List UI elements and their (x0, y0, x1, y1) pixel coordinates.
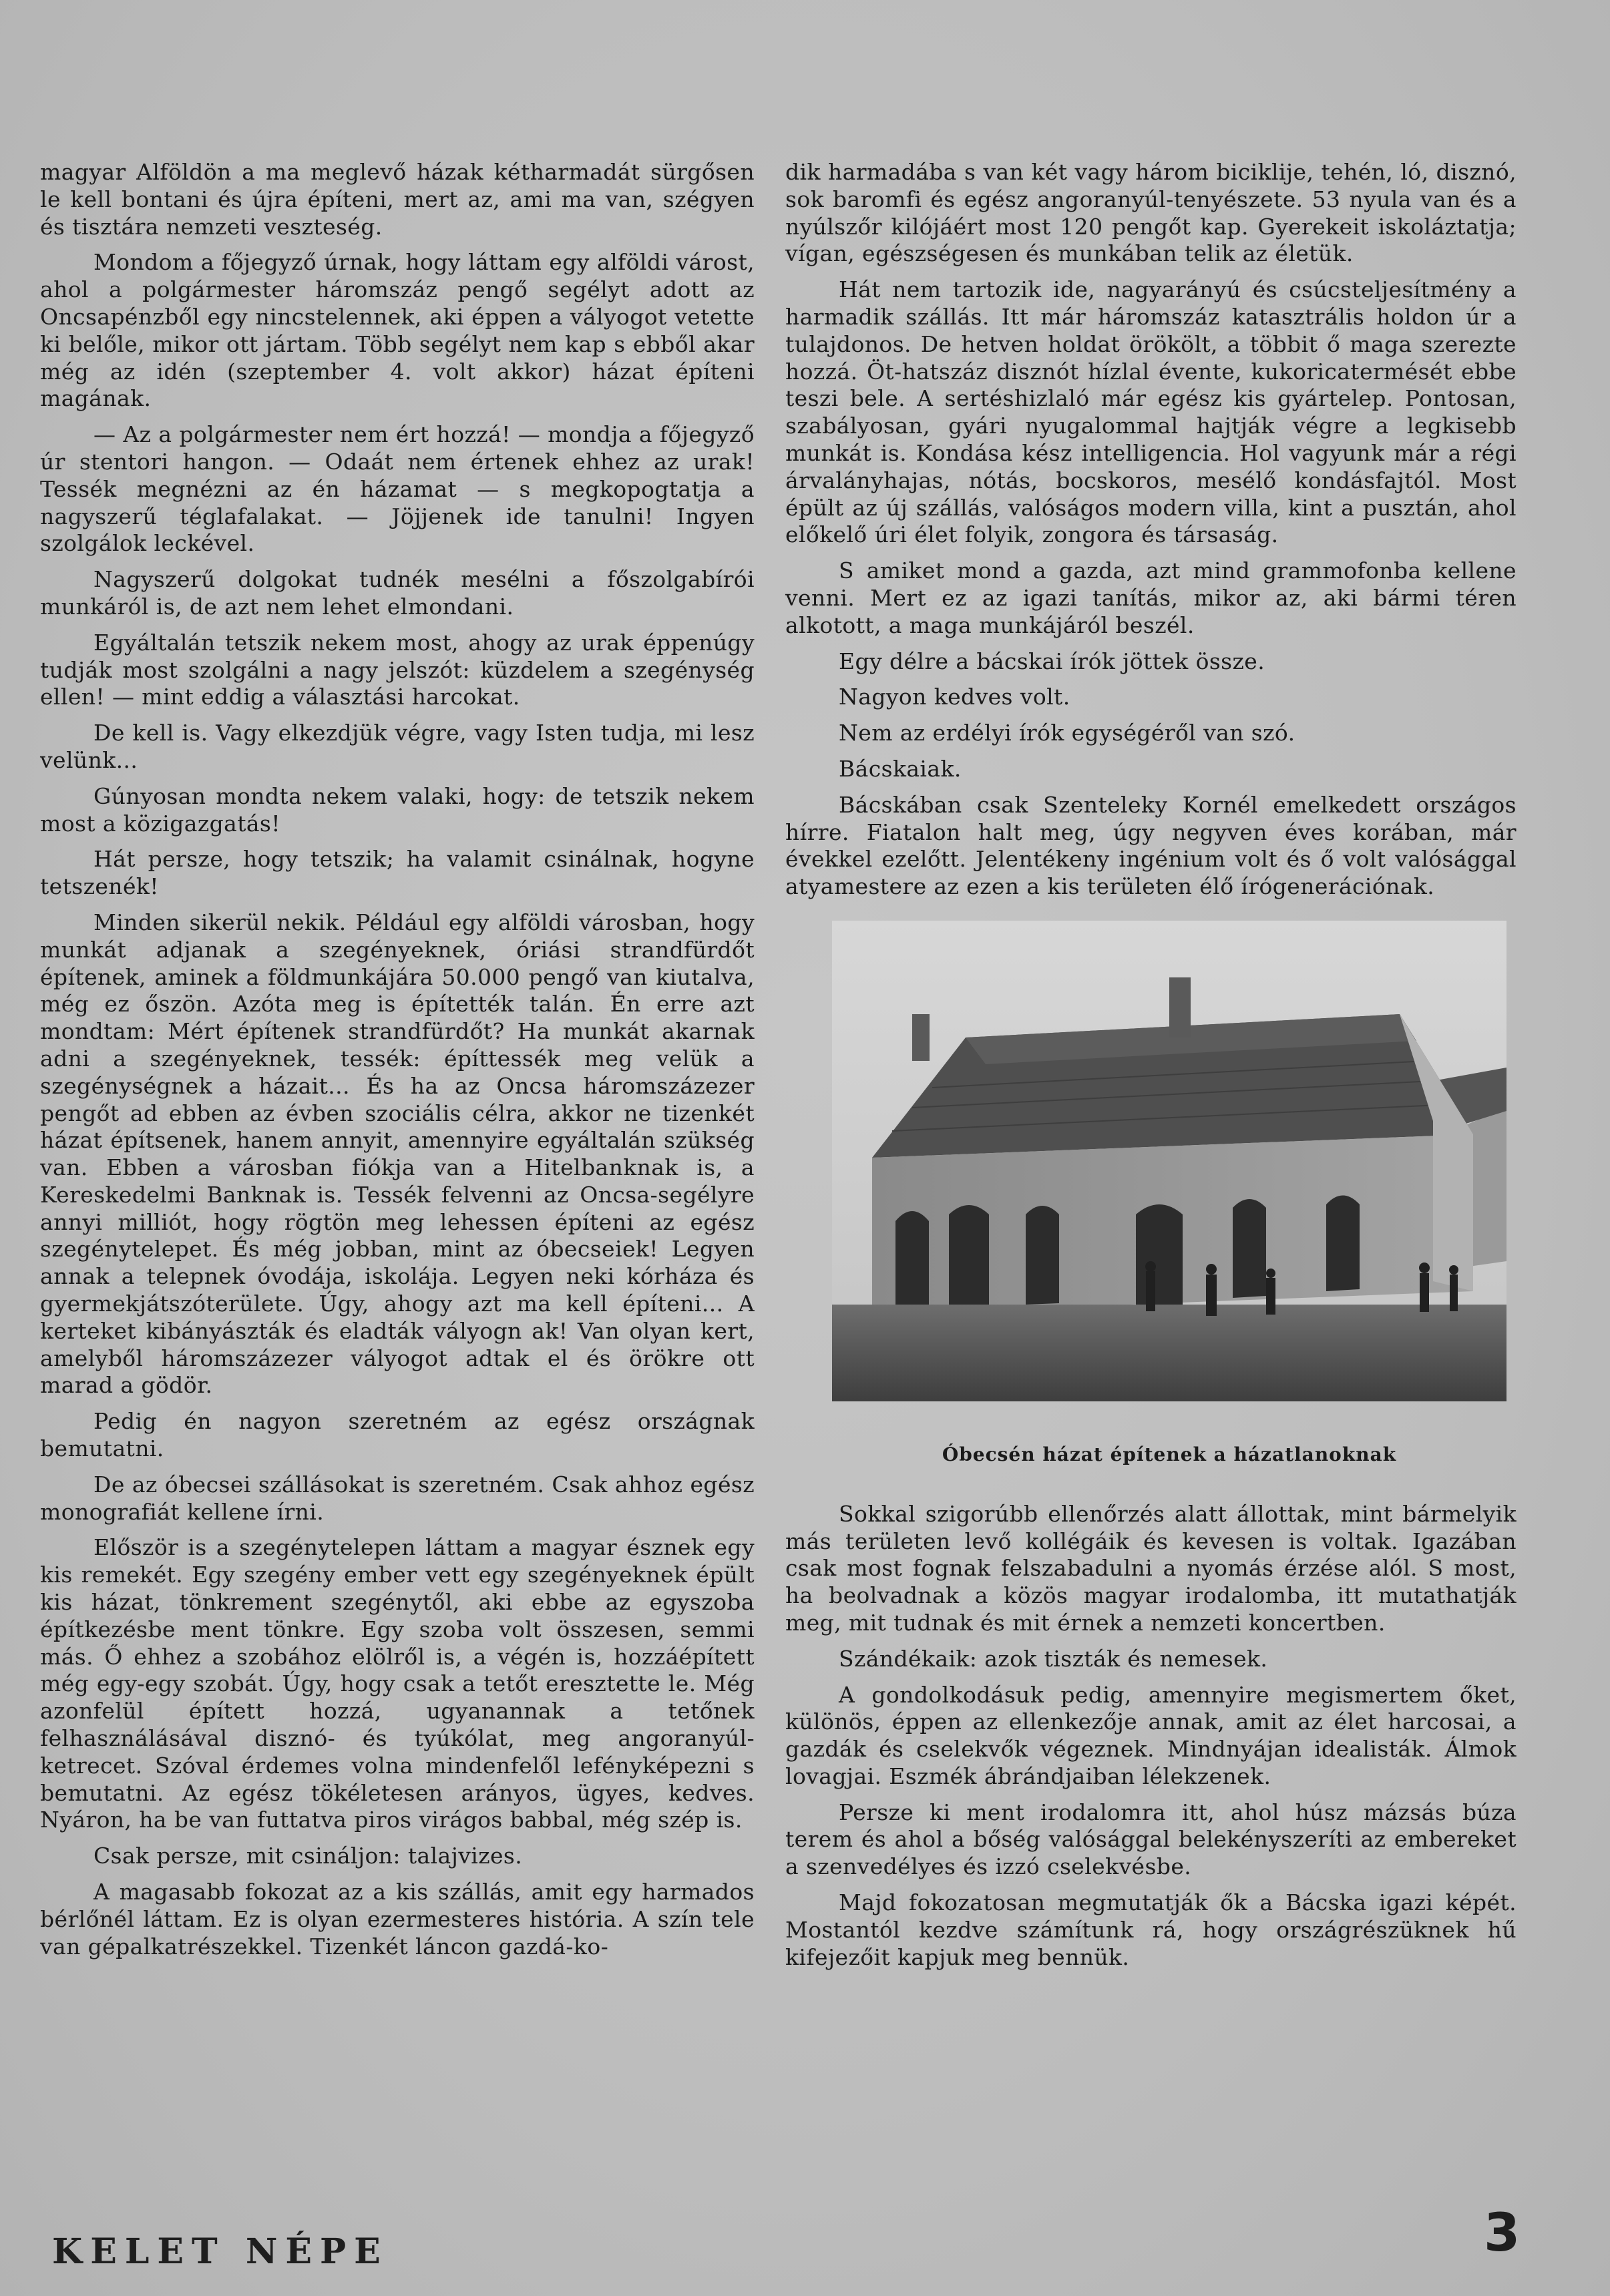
paragraph: A magasabb fokozat az a kis szállás, amit egy harmados bérlőnél láttam. Ez is olyan ezermesteres história. A szín tele van gépalkatrészekkel. Tizenkét láncon gazdá-ko- (40, 1879, 755, 1960)
paragraph: Először is a szegénytelepen láttam a magyar észnek egy kis remekét. Egy szegény ember vett egy szegényeknek épült kis házat, tönkrement szegénytől, aki ebbe az egyszoba építkezésbe ment tönkre. Egy szoba volt összesen, semmi más. Ő ehhez a szobához elölről is, a végén is, hozzáépített még egy-egy szobát. Úgy, hogy csak a tetőt eresztette le. Még azonfelül épített hozzá, ugyanannak a tetőnek felhasználásával disznó- és tyúkólat, meg angoranyúl-ketrecet. Szóval érdemes volna mindenfelől lefényképezni s bemutatni. Az egész tökéletesen arányos, ügyes, kedves. Nyáron, ha be van futtatva piros virágos babbal, még szép is. (40, 1534, 755, 1833)
photo-figure (832, 921, 1506, 1469)
left-column (40, 159, 755, 1969)
paragraph: dik harmadába s van két vagy három biciklije, tehén, ló, disznó, sok baromfi és egész angoranyúl-tenyészete. 53 nyula van és a nyúlszőr kilójáért most 120 pengőt kap. Gyerekeit iskoláztatja; vígan, egészségesen és munkában telik az életük. (785, 159, 1517, 267)
paragraph: S amiket mond a gazda, azt mind grammofonba kellene venni. Mert ez az igazi tanítás, mikor az, aki bármi téren alkotott, a maga munkájáról beszél. (785, 557, 1517, 638)
paragraph: Egyáltalán tetszik nekem most, ahogy az urak éppenúgy tudják most szolgálni a nagy jelszót: küzdelem a szegénység ellen! — mint eddig a választási harcokat. (40, 629, 755, 710)
farmhouse-photo (832, 921, 1506, 1401)
paragraph: — Az a polgármester nem ért hozzá! — mondja a főjegyző úr stentori hangon. — Odaát nem értenek ehhez az urak! Tessék megnézni az én házamat — s megkopogtatja a nagyszerű téglafalakat. — Jöjjenek ide tanulni! Ingyen szolgálok leckével. (40, 421, 755, 557)
paragraph: Pedig én nagyon szeretném az egész országnak bemutatni. (40, 1408, 755, 1462)
paragraph: Nem az erdélyi írók egységéről van szó. (839, 720, 1295, 746)
paragraph: Persze ki ment irodalomra itt, ahol húsz mázsás búza terem és ahol a bőség valósággal belekényszeríti az embereket a szenvedélyes és izzó cselekvésbe. (785, 1799, 1517, 1880)
paragraph: De kell is. Vagy elkezdjük végre, vagy Isten tudja, mi lesz velünk... (40, 720, 755, 773)
paragraph: Csak persze, mit csináljon: talajvizes. (93, 1843, 523, 1869)
paragraph: Mondom a főjegyző úrnak, hogy láttam egy alföldi várost, ahol a polgármester háromszáz pengő segélyt adott az Oncsapénzből egy nincstelennek, aki éppen a vályogot vetette ki belőle, mikor ott jártam. Több segélyt nem kap s ebből akar még az idén (szeptember 4. volt akkor) házat építeni magának. (40, 249, 755, 412)
paragraph: Egy délre a bácskai írók jöttek össze. (839, 648, 1265, 674)
paragraph: Szándékaik: azok tiszták és nemesek. (839, 1645, 1268, 1672)
paragraph: magyar Alföldön a ma meglevő házak kétharmadát sürgősen le kell bontani és újra építeni, mert az, ami ma van, szégyen és tisztára nemzeti veszteség. (40, 159, 755, 240)
paragraph: Hát persze, hogy tetszik; ha valamit csinálnak, hogyne tetszenék! (40, 846, 755, 900)
paragraph: Bácskaiak. (839, 755, 962, 782)
publication-title: KELET NÉPE (52, 2231, 389, 2272)
paragraph: Sokkal szigorúbb ellenőrzés alatt állottak, mint bármelyik más területen levő kollégáik és kevesen is voltak. Igazában csak most fognak felszabadulni a nyomás érzése alól. S most, ha beolvadnak a közös magyar irodalomba, itt mutathatják meg, mit tudnak és mit érnek a nemzeti koncertben. (785, 1500, 1517, 1636)
paragraph: Hát nem tartozik ide, nagyarányú és csúcsteljesítmény a harmadik szállás. Itt már háromszáz katasztrális holdon úr a tulajdonos. De hetven holdat örökölt, a többit ő maga szerezte hozzá. Öt-hatszáz disznót hízlal évente, kukoricatermését ebbe teszi bele. A sertéshizlaló már egész kis gyártelep. Pontosan, szabályosan, gyári nyugalommal hajtják végre a legkisebb munkát is. Kondása kész intelligencia. Hol vagyunk már a régi árvalányhajas, nótás, bocskoros, mesélő kondásfajtól. Most épült az új szállás, valóságos modern villa, kint a pusztán, ahol előkelő úri élet folyik, zongora és társaság. (785, 276, 1517, 548)
photo-caption: Óbecsén házat építenek a házatlanoknak (942, 1443, 1397, 1465)
paragraph: Gúnyosan mondta nekem valaki, hogy: de tetszik nekem most a közigazgatás! (40, 782, 755, 837)
paragraph: Bácskában csak Szenteleky Kornél emelkedett országos hírre. Fiatalon halt meg, úgy negyven éves korában, már évekkel ezelőtt. Jelentékeny ingénium volt és ő volt valósággal atyamestere az ezen a kis területen élő írógenerációnak. (785, 791, 1517, 900)
page-number: 3 (1484, 2203, 1521, 2263)
paragraph: De az óbecsei szállásokat is szeretném. Csak ahhoz egész monografiát kellene írni. (40, 1471, 755, 1525)
right-column (785, 159, 1517, 1980)
paragraph: Nagyon kedves volt. (839, 684, 1070, 710)
paragraph: Nagyszerű dolgokat tudnék mesélni a főszolgabírói munkáról is, de azt nem lehet elmondani. (40, 566, 755, 620)
paragraph: Minden sikerül nekik. Például egy alföldi városban, hogy munkát adjanak a szegényeknek, óriási strandfürdőt építenek, aminek a földmunkájára 50.000 pengő van kiutalva, még ez őszön. Azóta meg is építették talán. Én erre azt mondtam: Mért építenek strandfürdőt? Ha munkát akarnak adni a szegényeknek, tessék: építtessék meg velük a szegénységnek a házait... És ha az Oncsa háromszázezer pengőt ad ebben az évben szociális célra, akkor ne tizenkét házat építsenek, hanem annyit, amennyire egyáltalán szükség van. Ebben a városban fiókja van a Hitelbanknak is, a Kereskedelmi Banknak is. Tessék felvenni az Oncsa-segélyre annyi milliót, hogy rögtön meg lehessen építeni az egész szegénytelepet. És még jobban, mint az óbecseiek! Legyen annak a telepnek óvodája, iskolája. Legyen neki kórháza és gyermekjátszóterülete. Úgy, ahogy azt ma kell építeni... A kerteket kibányászták és eladták vályogn ak! Van olyan kert, amelyből háromszázezer vályogot adtak el és örökre ott marad a gödör. (40, 909, 755, 1399)
paragraph: Majd fokozatosan megmutatják ők a Bácska igazi képét. Mostantól kezdve számítunk rá, hogy országrészüknek hű kifejezőit kapjuk meg bennük. (785, 1889, 1517, 1970)
paragraph: A gondolkodásuk pedig, amennyire megismertem őket, különös, éppen az ellenkezője annak, amit az élet harcosai, a gazdák és cselekvők végeznek. Mindnyájan idealisták. Álmok lovagjai. Eszmék ábrándjaiban lélekzenek. (785, 1681, 1517, 1789)
